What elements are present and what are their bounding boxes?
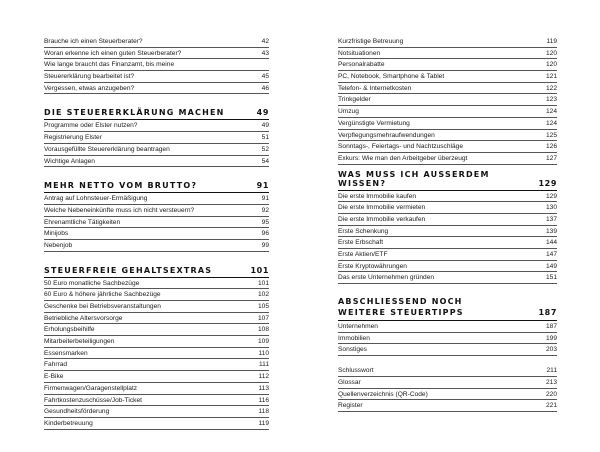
- toc-entry-title: Wie lange braucht das Finanzamt, bis meine: [44, 61, 175, 69]
- toc-entry[interactable]: [338, 400, 557, 412]
- toc-entry-page: 43: [261, 49, 269, 57]
- section-title: [338, 296, 464, 318]
- toc-entry[interactable]: [338, 153, 557, 165]
- toc-entry[interactable]: [44, 59, 269, 71]
- toc-entry-page: 119: [546, 38, 557, 45]
- toc-entry[interactable]: [44, 120, 269, 132]
- toc-entry-title: Fahrrad: [44, 361, 68, 369]
- toc-entry-title: 50 Euro monatliche Sachbezüge: [44, 279, 140, 287]
- toc-entry-title: Vergessen, etwas anzugeben?: [44, 84, 135, 92]
- toc-entry-title: Verpflegungsmehraufwendungen: [338, 131, 435, 139]
- toc-entry-title: Kurzfristige Betreuung: [338, 38, 404, 45]
- toc-entry-page: 149: [545, 262, 557, 270]
- toc-entry[interactable]: [44, 228, 269, 240]
- section-entries: [338, 321, 557, 356]
- toc-entry-title: Welche Nebeneinkünfte muss ich nicht versteuern?: [44, 206, 195, 214]
- section-heading-steuertipps[interactable]: [338, 294, 557, 321]
- toc-entry-page: 110: [258, 349, 269, 357]
- toc-entry-page: 151: [545, 274, 557, 282]
- toc-entry-page: 45: [261, 73, 269, 81]
- toc-entry[interactable]: [338, 365, 557, 377]
- toc-entry-title: Exkurs: Wie man den Arbeitgeber überzeugt: [338, 154, 468, 162]
- toc-entry[interactable]: [44, 144, 269, 156]
- toc-entry-title: Erste Schenkung: [338, 227, 389, 235]
- toc-entry[interactable]: [338, 272, 557, 284]
- toc-entry[interactable]: [338, 191, 557, 203]
- toc-entry-page: 119: [258, 419, 269, 427]
- toc-entry[interactable]: [338, 106, 557, 118]
- toc-column-right: [338, 36, 557, 412]
- toc-entry[interactable]: [44, 193, 269, 205]
- toc-entry-title: Wichtige Anlagen: [44, 157, 95, 165]
- toc-entry-page: 49: [261, 122, 269, 130]
- toc-entry[interactable]: [338, 71, 557, 83]
- section-heading-netto[interactable]: [44, 177, 269, 193]
- section-title-line1: ABSCHLIESSEND NOCH: [338, 297, 463, 307]
- section-page: 49: [256, 108, 269, 118]
- section-title-line2: WEITERE STEUERTIPPS: [338, 308, 464, 318]
- toc-entry[interactable]: [44, 406, 269, 418]
- toc-entry-page: 113: [258, 384, 269, 392]
- toc-entry-title: Woran erkenne ich einen guten Steuerberater?: [44, 49, 182, 57]
- toc-entry[interactable]: [44, 383, 269, 395]
- toc-entry-title: Brauche ich einen Steuerberater?: [44, 38, 143, 45]
- section-title: STEUERFREIE GEHALTSEXTRAS: [44, 265, 213, 275]
- toc-entry-title: Ehrenamtliche Tätigkeiten: [44, 218, 121, 226]
- toc-entry-title: Schlusswort: [338, 367, 374, 375]
- toc-entry-title: Die erste Immobilie kaufen: [338, 192, 417, 200]
- section-entries: [44, 120, 269, 167]
- toc-entry-page: 99: [261, 241, 269, 249]
- toc-entry[interactable]: [44, 359, 269, 371]
- toc-entry-title: Gesundheitsförderung: [44, 408, 110, 416]
- toc-entry-title: Erste Erbschaft: [338, 239, 384, 247]
- toc-entry[interactable]: [44, 301, 269, 313]
- toc-entry[interactable]: [44, 348, 269, 360]
- toc-entry-title: Register: [338, 402, 363, 410]
- toc-entry[interactable]: [338, 321, 557, 333]
- toc-entry-title: Registrierung Elster: [44, 134, 102, 142]
- toc-entry-title: Steuererklärung bearbeitet ist?: [44, 73, 135, 81]
- toc-entry[interactable]: [338, 214, 557, 226]
- toc-entry-title: Personalrabatte: [338, 61, 385, 69]
- toc-entry-title: Nebenjob: [44, 241, 73, 249]
- toc-entry-title: Die erste Immobilie verkaufen: [338, 215, 426, 223]
- section-heading-gehaltsextras[interactable]: [44, 262, 269, 278]
- toc-entry[interactable]: [44, 324, 269, 336]
- toc-entry-page: 42: [261, 38, 269, 45]
- toc-entry[interactable]: [338, 237, 557, 249]
- toc-entry[interactable]: [44, 336, 269, 348]
- toc-entry-page: 124: [545, 119, 557, 127]
- toc-entry-page: 139: [545, 227, 557, 235]
- section-entries: [44, 278, 269, 430]
- toc-entry-title: Mitarbeiterbeteiligungen: [44, 338, 115, 346]
- section-entries: [338, 191, 557, 285]
- toc-entry-title: Erste Aktien/ETF: [338, 251, 388, 258]
- toc-entry[interactable]: [338, 344, 557, 356]
- toc-entry-page: 147: [545, 251, 557, 258]
- toc-entry-page: 124: [545, 108, 557, 116]
- toc-entry-page: 220: [545, 390, 557, 398]
- section-entries: [44, 193, 269, 251]
- toc-entry-title: Trinkgelder: [338, 96, 371, 104]
- toc-entry-page: 101: [257, 279, 269, 287]
- toc-entry[interactable]: [338, 141, 557, 153]
- toc-entry[interactable]: [44, 395, 269, 407]
- toc-entry[interactable]: [338, 389, 557, 401]
- section-title: WAS MUSS ICH AUSSERDEM WISSEN?: [338, 169, 490, 188]
- toc-entry-title: Unternehmen: [338, 323, 378, 331]
- toc-entry-page: 129: [545, 192, 557, 200]
- toc-entry-title: 60 Euro & höhere jährliche Sachbezüge: [44, 291, 161, 299]
- toc-entry[interactable]: [44, 48, 269, 60]
- toc-entry[interactable]: [338, 36, 557, 48]
- toc-entry[interactable]: [44, 289, 269, 301]
- toc-entry-page: 54: [261, 157, 269, 165]
- toc-entry-page: 137: [545, 215, 557, 223]
- toc-entry[interactable]: [338, 83, 557, 95]
- toc-entry-title: E-Bike: [44, 373, 64, 381]
- toc-entry-title: Die erste Immobilie vermieten: [338, 204, 426, 212]
- toc-entry[interactable]: [338, 226, 557, 238]
- toc-entry-title: Sonstiges: [338, 346, 367, 354]
- toc-entry-page: 116: [258, 396, 269, 404]
- section-page: 101: [250, 265, 269, 275]
- toc-entry[interactable]: [338, 130, 557, 142]
- toc-entry-title: Minijobs: [44, 230, 69, 238]
- toc-entry-page: 125: [545, 131, 557, 139]
- toc-entry-title: Fahrtkostenzuschüsse/Job-Ticket: [44, 396, 142, 404]
- toc-entry-title: PC, Notebook, Smartphone & Tablet: [338, 73, 445, 81]
- toc-entry[interactable]: [338, 118, 557, 130]
- toc-entry[interactable]: [44, 36, 269, 48]
- toc-entry[interactable]: [44, 156, 269, 168]
- intro-entries: [44, 36, 269, 94]
- toc-entry-page: 111: [258, 361, 269, 369]
- toc-entry[interactable]: [338, 94, 557, 106]
- section-title: MEHR NETTO VOM BRUTTO?: [44, 181, 198, 191]
- toc-entry[interactable]: [338, 59, 557, 71]
- toc-entry-page: 92: [261, 206, 269, 214]
- toc-entry-page: 211: [546, 367, 557, 375]
- toc-entry[interactable]: [44, 278, 269, 290]
- toc-entry-page: 203: [545, 346, 557, 354]
- toc-entry-title: Vergünstigte Vermietung: [338, 119, 410, 127]
- toc-entry-page: 213: [545, 378, 557, 386]
- section-page: 129: [538, 178, 557, 188]
- toc-entry-title: Kinderbetreuung: [44, 419, 93, 427]
- toc-entry[interactable]: [338, 48, 557, 60]
- toc-column-left: [44, 36, 269, 430]
- toc-entry-title: Umzug: [338, 108, 359, 116]
- toc-entry-page: 127: [545, 154, 557, 162]
- toc-entry[interactable]: [44, 71, 269, 83]
- toc-entry-title: Notsituationen: [338, 49, 381, 57]
- toc-entry-title: Geschenke bei Betriebsveranstaltungen: [44, 303, 161, 310]
- toc-entry-page: 109: [257, 338, 269, 346]
- toc-entry-page: 118: [258, 408, 269, 416]
- toc-entry-title: Telefon- & Internetkosten: [338, 84, 412, 92]
- toc-entry-title: Firmenwagen/Garagenstellplatz: [44, 384, 138, 392]
- toc-entry-title: Quellenverzeichnis (QR-Code): [338, 390, 428, 398]
- toc-entry-page: 187: [545, 323, 557, 331]
- toc-entry[interactable]: [44, 205, 269, 217]
- toc-entry-title: Sonntags-, Feiertags- und Nachtzuschläge: [338, 143, 463, 151]
- toc-entry-title: Glossar: [338, 378, 361, 386]
- toc-entry-page: 199: [545, 334, 557, 342]
- toc-entry-page: 51: [261, 134, 269, 142]
- toc-entry-page: 107: [257, 314, 269, 322]
- toc-entry-title: Essensmarken: [44, 349, 88, 357]
- toc-entry[interactable]: [44, 217, 269, 229]
- toc-entry-page: 123: [545, 96, 557, 104]
- section-title: DIE STEUERERKLÄRUNG MACHEN: [44, 108, 225, 118]
- section-heading-ausserdem[interactable]: [338, 169, 557, 191]
- toc-entry-title: Antrag auf Lohnsteuer-Ermäßigung: [44, 195, 148, 203]
- toc-entry-page: 105: [257, 303, 269, 310]
- toc-entry-page: 126: [545, 143, 557, 151]
- section-page: 187: [538, 308, 557, 318]
- toc-entry-title: Vorausgefüllte Steuererklärung beantragen: [44, 145, 170, 153]
- toc-entry-title: Erholungsbeihilfe: [44, 326, 95, 334]
- toc-entry-page: 46: [261, 84, 269, 92]
- back-matter-entries: [338, 365, 557, 412]
- toc-entry-page: 120: [545, 61, 557, 69]
- toc-entry-title: Betriebliche Altersvorsorge: [44, 314, 123, 322]
- toc-entry-page: 112: [258, 373, 269, 381]
- toc-entry-title: Das erste Unternehmen gründen: [338, 274, 435, 282]
- toc-entry[interactable]: [44, 418, 269, 430]
- toc-entry[interactable]: [338, 333, 557, 345]
- toc-entry[interactable]: [44, 371, 269, 383]
- toc-entry-page: 122: [545, 84, 557, 92]
- toc-entry-page: 130: [545, 204, 557, 212]
- toc-entry[interactable]: [44, 132, 269, 144]
- toc-entry-title: Erste Kryptowährungen: [338, 262, 407, 270]
- section-page: 91: [256, 181, 269, 191]
- toc-entry-page: 52: [261, 145, 269, 153]
- toc-entry-page: 96: [261, 230, 269, 238]
- toc-entry-title: Immobilien: [338, 334, 370, 342]
- toc-entry-page: 95: [261, 218, 269, 226]
- toc-entry-page: 108: [257, 326, 269, 334]
- toc-entry-page: 120: [545, 49, 557, 57]
- toc-entry[interactable]: [338, 377, 557, 389]
- toc-entry[interactable]: [338, 249, 557, 261]
- toc-entry[interactable]: [338, 202, 557, 214]
- toc-entry[interactable]: [44, 313, 269, 325]
- toc-entry-page: 121: [545, 73, 557, 81]
- toc-entry-page: 102: [257, 291, 269, 299]
- toc-entry-page: 221: [545, 402, 557, 410]
- toc-entry-page: 144: [545, 239, 557, 247]
- continued-entries: [338, 36, 557, 165]
- toc-entry[interactable]: [44, 83, 269, 95]
- toc-entry[interactable]: [338, 261, 557, 273]
- toc-entry[interactable]: [44, 240, 269, 252]
- section-heading-steuererklaerung[interactable]: [44, 104, 269, 120]
- toc-entry-title: Programme oder Elster nutzen?: [44, 122, 138, 130]
- toc-entry-page: 91: [261, 195, 269, 203]
